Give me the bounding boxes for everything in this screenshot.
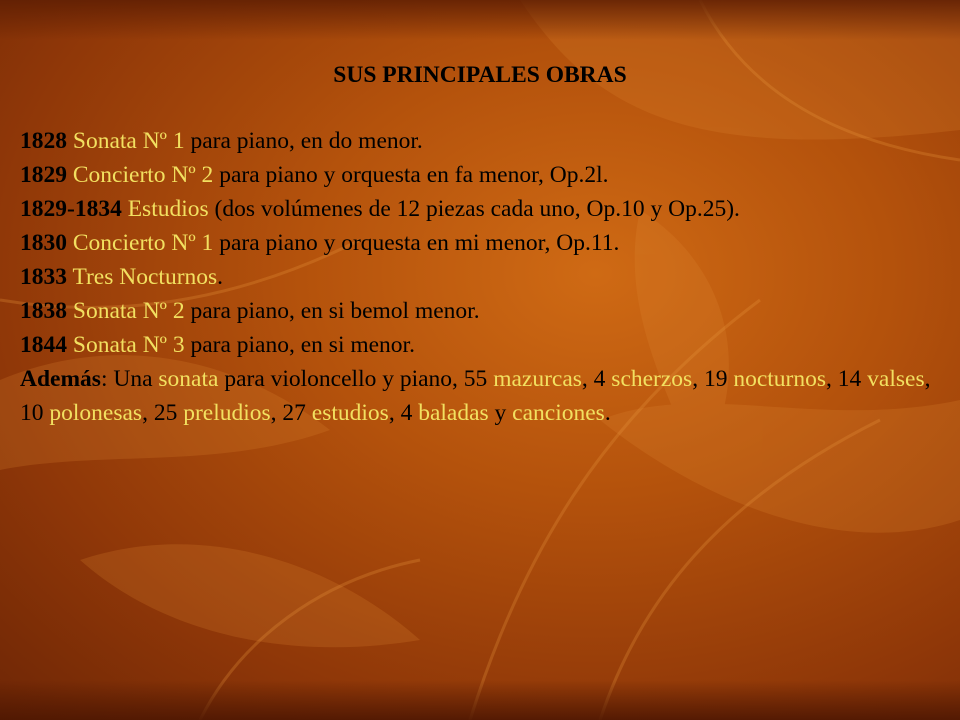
work-description: . bbox=[217, 264, 224, 290]
ademas-work-type: canciones bbox=[512, 400, 605, 426]
work-year: 1828 bbox=[20, 128, 67, 154]
ademas-work-type: mazurcas bbox=[493, 366, 582, 392]
work-title: Sonata Nº 2 bbox=[72, 298, 185, 324]
work-title: Concierto Nº 2 bbox=[72, 162, 214, 188]
work-description: para piano y orquesta en mi menor, Op.11. bbox=[213, 230, 620, 256]
ademas-work-type: sonata bbox=[158, 366, 219, 392]
work-description: para piano y orquesta en fa menor, Op.2l. bbox=[213, 162, 609, 188]
ademas-text: , 27 bbox=[270, 400, 312, 426]
work-year: 1833 bbox=[20, 264, 67, 290]
ademas-text: , 10 bbox=[20, 366, 931, 426]
work-title: Tres Nocturnos bbox=[72, 264, 218, 290]
ademas-paragraph bbox=[20, 362, 940, 430]
work-year: 1844 bbox=[20, 332, 67, 358]
ademas-work-type: nocturnos bbox=[733, 366, 827, 392]
work-entry bbox=[20, 226, 940, 260]
work-entry bbox=[20, 158, 940, 192]
work-entry bbox=[20, 328, 940, 362]
slide-title: SUS PRINCIPALES OBRAS bbox=[333, 62, 627, 88]
ademas-text: , 4 bbox=[581, 366, 612, 392]
ademas-work-type: scherzos bbox=[611, 366, 693, 392]
work-year: 1830 bbox=[20, 230, 67, 256]
ademas-text: y bbox=[488, 400, 513, 426]
ademas-work-type: preludios bbox=[183, 400, 271, 426]
work-title: Concierto Nº 1 bbox=[72, 230, 214, 256]
ademas-text: , 25 bbox=[142, 400, 184, 426]
ademas-label: Además bbox=[20, 366, 101, 392]
slide-content bbox=[20, 58, 940, 430]
work-title: Sonata Nº 3 bbox=[72, 332, 185, 358]
work-year: 1829 bbox=[20, 162, 67, 188]
work-description: para piano, en si bemol menor. bbox=[184, 298, 480, 324]
ademas-work-type: baladas bbox=[418, 400, 489, 426]
work-entry bbox=[20, 294, 940, 328]
work-title: Estudios bbox=[127, 196, 209, 222]
ademas-text: , 4 bbox=[388, 400, 419, 426]
work-description: para piano, en si menor. bbox=[184, 332, 415, 358]
ademas-text: , 19 bbox=[692, 366, 734, 392]
ademas-text: para violoncello y piano, 55 bbox=[218, 366, 494, 392]
ademas-work-type: estudios bbox=[311, 400, 389, 426]
ademas-text: : Una bbox=[100, 366, 159, 392]
work-entry bbox=[20, 124, 940, 158]
work-year: 1829-1834 bbox=[20, 196, 122, 222]
ademas-work-type: valses bbox=[867, 366, 925, 392]
work-description: (dos volúmenes de 12 piezas cada uno, Op.10 y Op.25). bbox=[208, 196, 740, 222]
ademas-work-type: polonesas bbox=[49, 400, 143, 426]
work-entry bbox=[20, 260, 940, 294]
works-list bbox=[20, 124, 940, 362]
work-entry bbox=[20, 192, 940, 226]
work-title: Sonata Nº 1 bbox=[72, 128, 185, 154]
ademas-text: , 14 bbox=[826, 366, 868, 392]
ademas-text: . bbox=[604, 400, 611, 426]
work-description: para piano, en do menor. bbox=[184, 128, 423, 154]
work-year: 1838 bbox=[20, 298, 67, 324]
